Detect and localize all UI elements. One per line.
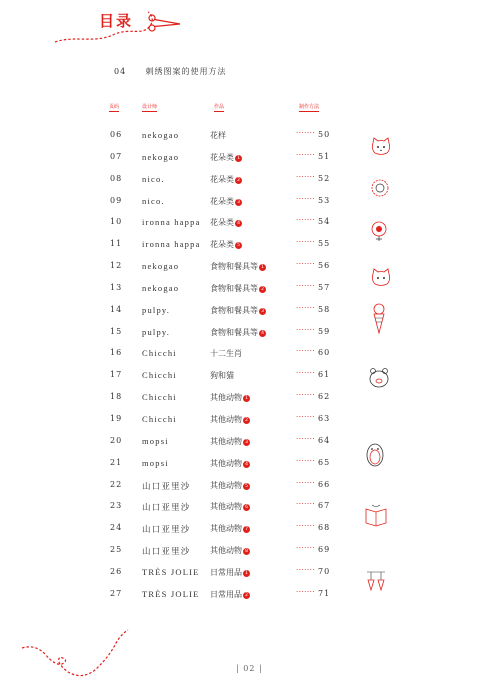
toc-designer: nekogao	[142, 282, 180, 293]
leader-dots: ·······	[296, 150, 316, 159]
toc-work	[210, 545, 250, 556]
number-badge: 2	[235, 177, 242, 184]
toc-row	[0, 255, 500, 277]
toc-designer: TRÈS JOLIE	[142, 588, 200, 599]
toc-designer: Chicchi	[142, 348, 177, 359]
toc-page: 09	[110, 195, 123, 205]
toc-page: 16	[110, 348, 123, 358]
toc-work	[210, 436, 250, 447]
toc-designer: nico.	[142, 173, 165, 184]
toc-work-title: 日常用品	[210, 567, 242, 577]
toc-method-page: 56	[318, 261, 331, 271]
toc-method-page: 57	[318, 282, 331, 292]
toc-page: 19	[110, 413, 123, 423]
toc-page: 24	[110, 523, 123, 533]
toc-work-title: 其他动物	[210, 480, 242, 490]
toc-row	[0, 364, 500, 386]
number-badge: 4	[243, 461, 250, 468]
number-badge: 8	[243, 548, 250, 555]
toc-page: 18	[110, 392, 123, 402]
intro-page: 04	[114, 67, 127, 76]
bear-icon	[367, 367, 391, 389]
toc-method-page: 59	[318, 326, 331, 336]
toc-method-page: 61	[318, 370, 331, 380]
toc-work-title: 日常用品	[210, 589, 242, 599]
leader-dots: ·······	[296, 478, 316, 487]
toc-work	[210, 348, 242, 359]
toc-page: 07	[110, 151, 123, 161]
toc-page: 13	[110, 282, 123, 292]
toc-method-page: 63	[318, 413, 331, 423]
cat-face-icon	[370, 268, 392, 288]
leader-dots: ·······	[296, 587, 316, 596]
leader-dots: ·······	[296, 238, 316, 247]
toc-work-title: 花朵类	[210, 152, 234, 162]
toc-work-title: 其他动物	[210, 436, 242, 446]
leader-dots: ·······	[296, 172, 316, 181]
leader-dots: ·······	[296, 500, 316, 509]
toc-work-title: 其他动物	[210, 546, 242, 556]
toc-method-page: 68	[318, 523, 331, 533]
toc-work	[210, 152, 242, 163]
toc-work	[210, 480, 250, 491]
header-method: 制作方法	[299, 104, 320, 110]
toc-method-page: 53	[318, 195, 331, 205]
number-badge: 2	[259, 286, 266, 293]
leader-dots: ·······	[296, 522, 316, 531]
toc-page: 22	[110, 479, 123, 489]
toc-work-title: 其他动物	[210, 414, 242, 424]
toc-designer: Chicchi	[142, 413, 177, 424]
cat-face-icon	[370, 137, 392, 157]
number-badge: 6	[243, 504, 250, 511]
toc-designer: Chicchi	[142, 392, 177, 403]
toc-row	[0, 168, 500, 190]
toc-designer: nekogao	[142, 130, 180, 140]
toc-method-page: 71	[318, 588, 331, 598]
toc-method-page: 50	[318, 130, 331, 139]
toc-page: 20	[110, 435, 123, 445]
leader-dots: ·······	[296, 260, 316, 269]
toc-work-title: 食物和餐具等	[210, 262, 258, 272]
toc-work	[210, 305, 266, 316]
ice-cream-icon	[371, 303, 387, 335]
number-badge: 3	[259, 308, 266, 315]
toc-work	[210, 458, 250, 469]
toc-designer: 山口亚里沙	[142, 480, 191, 491]
toc-row	[0, 386, 500, 408]
toc-row	[0, 190, 500, 212]
toc-page: 21	[110, 457, 123, 467]
toc-work	[210, 283, 266, 294]
toc-work-title: 其他动物	[210, 524, 242, 534]
leader-dots: ·······	[296, 194, 316, 203]
toc-method-page: 54	[318, 217, 331, 227]
leader-dots: ·······	[296, 216, 316, 225]
toc-designer: ironna happa	[142, 217, 201, 228]
toc-designer: nico.	[142, 195, 165, 206]
toc-row	[0, 211, 500, 233]
toc-row	[0, 408, 500, 430]
toc-row	[0, 517, 500, 539]
intro-line	[114, 66, 227, 77]
toc-row	[0, 277, 500, 299]
leader-dots: ·······	[296, 456, 316, 465]
leader-dots: ·······	[296, 369, 316, 378]
number-badge: 1	[243, 395, 250, 402]
toc-designer: 山口亚里沙	[142, 546, 191, 557]
toc-row	[0, 124, 500, 146]
toc-page: 10	[110, 217, 123, 227]
leader-dots: ·······	[296, 412, 316, 421]
toc-method-page: 70	[318, 566, 331, 576]
toc-row	[0, 452, 500, 474]
leader-dots: ·······	[296, 129, 316, 137]
toc-work	[210, 501, 250, 512]
leader-dots: ·······	[296, 347, 316, 356]
toc-work	[210, 392, 250, 403]
toc-designer: nekogao	[142, 261, 180, 272]
hanging-ornament-icon	[365, 570, 387, 596]
number-badge: 4	[259, 330, 266, 337]
header-designer: 设计师	[142, 104, 158, 110]
toc-designer: mopsi	[142, 435, 169, 446]
number-badge: 3	[243, 439, 250, 446]
girl-flower-icon	[368, 220, 390, 242]
toc-work-title: 其他动物	[210, 502, 242, 512]
number-badge: 1	[259, 264, 266, 271]
toc-designer: pulpy.	[142, 326, 171, 337]
header-work: 作品	[214, 104, 225, 110]
toc-method-page: 66	[318, 479, 331, 489]
number-badge: 2	[243, 417, 250, 424]
toc-work-title: 其他动物	[210, 393, 242, 403]
toc-page: 06	[110, 130, 123, 139]
toc-method-page: 51	[318, 151, 331, 161]
number-badge: 5	[235, 242, 242, 249]
number-badge: 7	[243, 526, 250, 533]
book-icon	[364, 503, 388, 527]
toc-page: 17	[110, 370, 123, 380]
toc-designer: mopsi	[142, 457, 169, 468]
toc-designer: Chicchi	[142, 370, 177, 381]
toc-page: 25	[110, 545, 123, 555]
toc-row	[0, 342, 500, 364]
toc-work-title: 花朵类	[210, 240, 234, 250]
toc-work-title: 花朵类	[210, 196, 234, 206]
toc-designer: 山口亚里沙	[142, 524, 191, 535]
toc-work-title: 花朵类	[210, 218, 234, 228]
thread-decoration	[0, 600, 140, 680]
toc-work	[210, 261, 266, 272]
toc-page: 27	[110, 588, 123, 598]
toc-page: 11	[110, 239, 123, 249]
intro-text: 刺绣图案的使用方法	[145, 67, 227, 76]
toc-page: 23	[110, 501, 123, 511]
toc-work-title: 食物和餐具等	[210, 305, 258, 315]
page-title: 目录	[99, 12, 134, 30]
table-header	[0, 103, 500, 117]
toc-row	[0, 474, 500, 496]
leader-dots: ·······	[296, 544, 316, 553]
toc-row	[0, 539, 500, 561]
toc-designer: TRÈS JOLIE	[142, 566, 200, 577]
toc-row	[0, 495, 500, 517]
number-badge: 5	[243, 483, 250, 490]
toc-work	[210, 327, 266, 338]
toc-method-page: 60	[318, 348, 331, 358]
toc-row	[0, 146, 500, 168]
leader-dots: ·······	[296, 391, 316, 400]
toc-row	[0, 233, 500, 255]
toc-work-title: 花朵类	[210, 174, 234, 184]
penguin-icon	[364, 441, 386, 467]
toc-method-page: 67	[318, 501, 331, 511]
page-number: | 02 |	[236, 664, 263, 673]
toc-work	[210, 414, 250, 425]
toc-page: 12	[110, 261, 123, 271]
toc-work	[210, 370, 234, 381]
toc-work	[210, 523, 250, 534]
toc-work-title: 其他动物	[210, 458, 242, 468]
toc-method-page: 52	[318, 173, 331, 183]
leader-dots: ·······	[296, 281, 316, 290]
toc-work-title: 花样	[210, 131, 226, 140]
scissors-icon	[149, 15, 180, 31]
toc-page: 08	[110, 173, 123, 183]
toc-designer: pulpy.	[142, 304, 171, 315]
toc-work-title: 食物和餐具等	[210, 283, 258, 293]
leader-dots: ·······	[296, 325, 316, 334]
toc-work-title: 食物和餐具等	[210, 327, 258, 337]
toc-designer: 山口亚里沙	[142, 502, 191, 513]
flower-icon	[370, 178, 390, 198]
leader-dots: ·······	[296, 565, 316, 574]
toc-work	[210, 196, 242, 207]
toc-page: 15	[110, 326, 123, 336]
toc-work	[210, 589, 250, 600]
number-badge: 4	[235, 220, 242, 227]
toc-row	[0, 321, 500, 343]
toc-method-page: 65	[318, 457, 331, 467]
toc-designer: ironna happa	[142, 239, 201, 250]
toc-page: 14	[110, 304, 123, 314]
toc-work	[210, 174, 242, 185]
toc-method-page: 69	[318, 545, 331, 555]
toc-work-title: 狗和猫	[210, 371, 234, 381]
leader-dots: ·······	[296, 303, 316, 312]
number-badge: 3	[235, 199, 242, 206]
number-badge: 2	[243, 592, 250, 599]
toc-row	[0, 430, 500, 452]
toc-method-page: 55	[318, 239, 331, 249]
leader-dots: ·······	[296, 434, 316, 443]
number-badge: 1	[235, 155, 242, 162]
toc-row	[0, 561, 500, 583]
contents-table	[0, 124, 500, 605]
toc-method-page: 64	[318, 435, 331, 445]
header-page: 页码	[109, 104, 120, 110]
toc-work-title: 十二生肖	[210, 349, 242, 359]
toc-designer: nekogao	[142, 151, 180, 162]
toc-work	[210, 567, 250, 578]
toc-work	[210, 217, 242, 228]
toc-row	[0, 299, 500, 321]
toc-method-page: 62	[318, 392, 331, 402]
number-badge: 1	[243, 570, 250, 577]
toc-work	[210, 130, 226, 141]
toc-page: 26	[110, 566, 123, 576]
toc-work	[210, 239, 242, 250]
toc-method-page: 58	[318, 304, 331, 314]
